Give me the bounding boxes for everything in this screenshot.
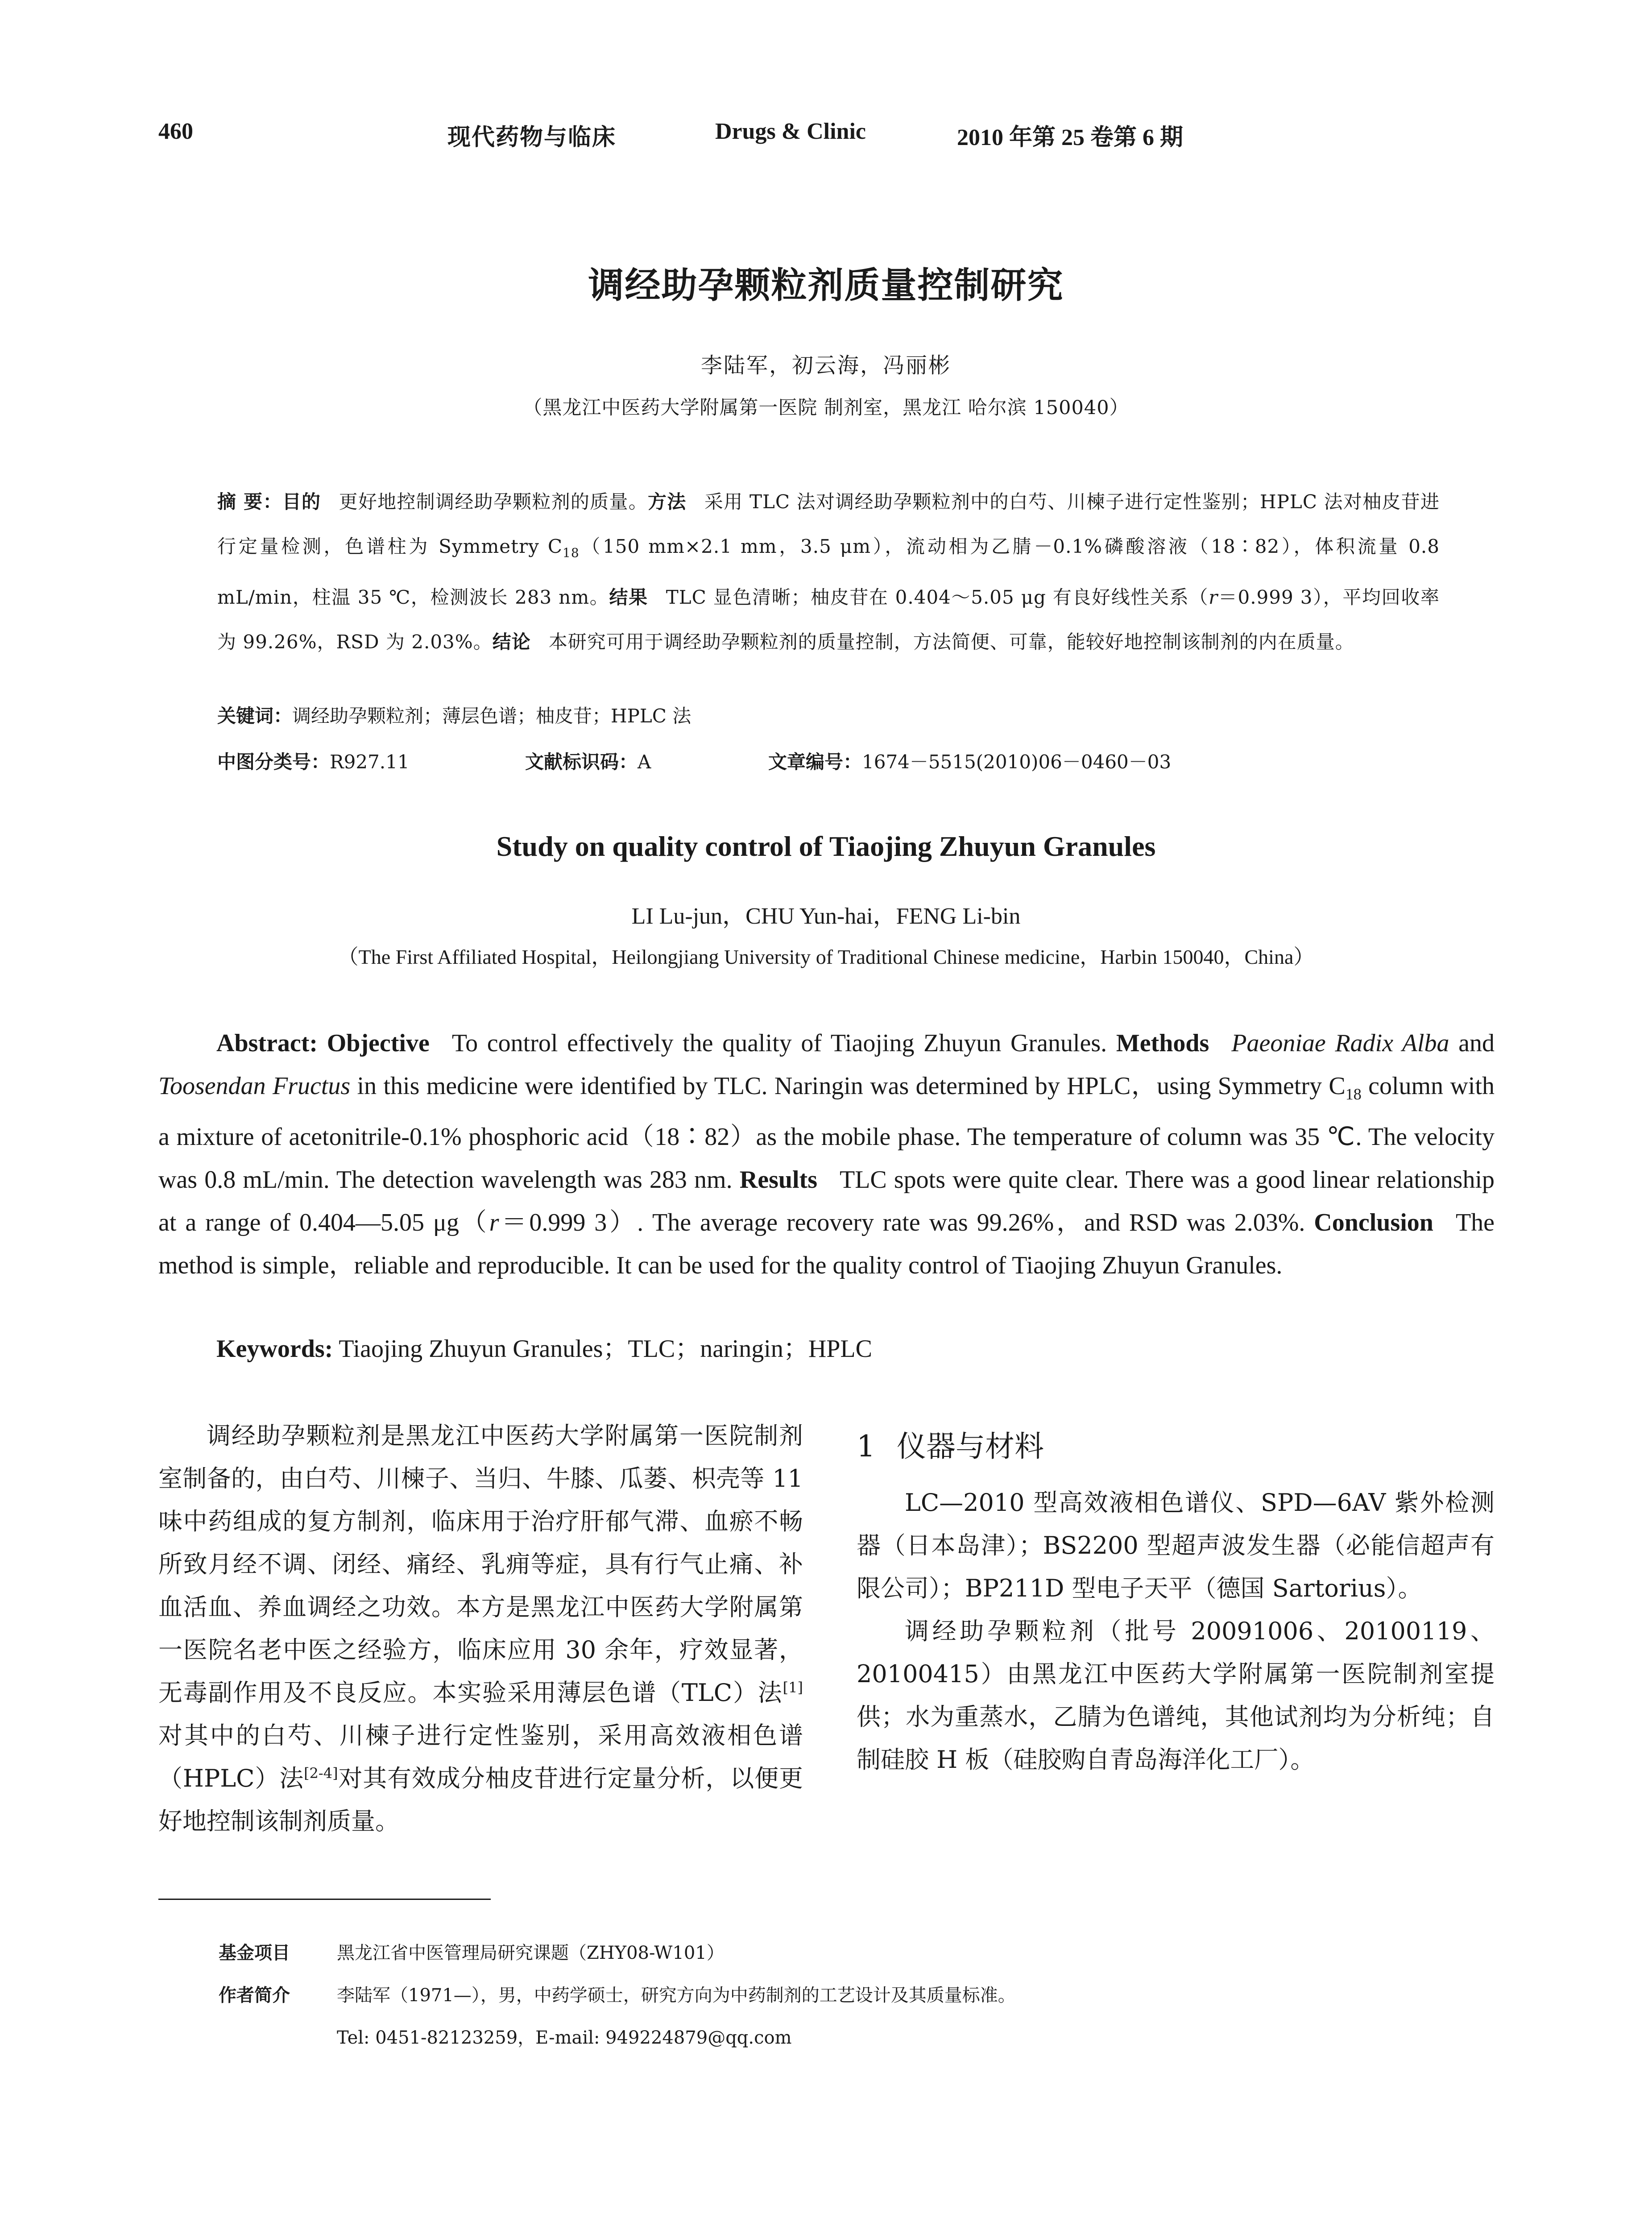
fund-label: 基金项目 bbox=[219, 1943, 290, 1963]
intro-text-1: 调经助孕颗粒剂是黑龙江中医药大学附属第一医院制剂室制备的，由白芍、川楝子、当归、牛膝、瓜蒌、枳壳等 11 味中药组成的复方制剂，临床用于治疗肝郁气滞、血瘀不畅所致月经不调、闭经、痛经、乳痈等症，具有行气止痛、补血活血、养血调经之功效。本方是黑龙江中医药大学附属第一医院名老中医之经验方，临床应用 30 余年，疗效显著，无毒副作用及不良反应。本实验采用薄层色谱（TLC）法 bbox=[158, 1422, 803, 1707]
methods-text-cn-1: 采用 TLC 法对调经助孕颗粒剂中的白芍、川楝子进行定性鉴别；HPLC 法对柚皮苷进行定量检测，色谱柱为 Symmetry C bbox=[217, 491, 1440, 557]
article-no-value: 1674－5515(2010)06－0460－03 bbox=[862, 751, 1172, 773]
objective-label-cn: 目的 bbox=[282, 491, 321, 513]
issue-info: 2010 年第 25 卷第 6 期 bbox=[957, 125, 1184, 150]
journal-name-cn: 现代药物与临床 bbox=[447, 125, 617, 150]
keywords-label-cn: 关键词： bbox=[217, 705, 293, 727]
abstract-en bbox=[158, 1022, 1495, 1287]
author-bio-label: 作者简介 bbox=[219, 1985, 290, 2006]
running-header bbox=[158, 118, 1474, 154]
keywords-label-en: Keywords: bbox=[216, 1335, 333, 1363]
materials-paragraph-1: LC—2010 型高效液相色谱仪、SPD—6AV 紫外检测器（日本岛津）；BS2200 型超声波发生器（必能信超声有限公司）；BP211D 型电子天平（德国 Sartorius）。 bbox=[857, 1489, 1495, 1602]
doc-code-label: 文献标识码： bbox=[525, 751, 638, 773]
clc-label: 中图分类号： bbox=[217, 751, 330, 773]
article-no-item bbox=[768, 749, 1171, 775]
body-right-column bbox=[857, 1414, 1495, 1781]
results-text-en-1: TLC spots were quite clear. There was a good linear relationship at a range of 0.404—5.05 μg（ bbox=[158, 1166, 1495, 1237]
authors-cn: 李陆军，初云海，冯丽彬 bbox=[700, 353, 951, 378]
fund-text: 黑龙江省中医管理局研究课题（ZHY08-W101） bbox=[337, 1943, 725, 1963]
affiliation-en: （The First Affiliated Hospital，Heilongjiang University of Traditional Chinese medicine，Harbin 150040，China） bbox=[338, 945, 1314, 968]
doc-code-value: A bbox=[638, 751, 651, 773]
methods-label-cn: 方法 bbox=[648, 491, 687, 513]
keywords-cn bbox=[217, 703, 1440, 730]
affiliation-cn: （黑龙江中医药大学附属第一医院 制剂室，黑龙江 哈尔滨 150040） bbox=[523, 397, 1129, 419]
methods-italic-en-1: Paeoniae Radix Alba bbox=[1231, 1029, 1449, 1057]
methods-italic-en-2: Toosendan Fructus bbox=[158, 1072, 351, 1100]
objective-text-en: To control effectively the quality of Tiaojing Zhuyun Granules. bbox=[451, 1029, 1107, 1057]
conclusion-label-cn: 结论 bbox=[492, 631, 531, 653]
footnote-author bbox=[219, 1974, 1495, 2017]
section-title: 仪器与材料 bbox=[897, 1429, 1044, 1464]
body-left-column bbox=[158, 1414, 803, 1843]
methods-subscript-en: 18 bbox=[1345, 1085, 1362, 1103]
methods-text-en-2: column with a mixture of acetonitrile-0.1% phosphoric acid（18∶82）as the mobile phase. The temperature of column was 35 ℃. The velocity was 0.8 mL/min. The detection wavelength was 283 nm. bbox=[158, 1072, 1495, 1194]
results-text-cn-2: ＝0.999 3），平均回收率为 99.26%，RSD 为 2.03%。 bbox=[217, 586, 1440, 653]
authors-en: LI Lu-jun，CHU Yun-hai，FENG Li-bin bbox=[631, 904, 1021, 929]
abstract-cn bbox=[217, 480, 1440, 664]
footnotes bbox=[219, 1932, 1495, 2059]
page-number: 460 bbox=[158, 119, 193, 144]
clc-item bbox=[217, 749, 410, 775]
intro-text-3: 对其有效成分柚皮苷进行定量分析，以便更好地控制该制剂质量。 bbox=[158, 1764, 803, 1835]
author-bio-text: 李陆军（1971—），男，中药学硕士，研究方向为中药制剂的工艺设计及其质量标准。 bbox=[337, 1985, 1016, 2006]
results-r-en: r bbox=[489, 1209, 499, 1237]
paper-title-cn: 调经助孕颗粒剂质量控制研究 bbox=[588, 265, 1064, 306]
paper-title-en: Study on quality control of Tiaojing Zhuyun Granules bbox=[496, 830, 1156, 862]
conclusion-text-cn: 本研究可用于调经助孕颗粒剂的质量控制，方法简便、可靠，能较好地控制该制剂的内在质量。 bbox=[548, 631, 1354, 653]
article-no-label: 文章编号： bbox=[768, 751, 862, 773]
citation-ref-2: [2-4] bbox=[304, 1765, 338, 1782]
classification-line bbox=[217, 749, 1440, 775]
clc-value: R927.11 bbox=[330, 751, 410, 773]
contact-text: Tel: 0451-82123259，E-mail: 949224879@qq.com bbox=[337, 2028, 792, 2048]
methods-label-en: Methods bbox=[1116, 1029, 1209, 1057]
methods-text-cn-2: （150 mm×2.1 mm，3.5 μm），流动相为乙腈－0.1%磷酸溶液（18∶82），体积流量 0.8 mL/min，柱温 35 ℃，检测波长 283 nm。 bbox=[217, 535, 1440, 609]
results-text-cn-1: TLC 显色清晰；柚皮苷在 0.404～5.05 μg 有良好线性关系（ bbox=[666, 586, 1209, 609]
abstract-label-en: Abstract: Objective bbox=[216, 1029, 430, 1057]
footnote-contact bbox=[219, 2017, 1495, 2059]
results-text-en-2: ＝0.999 3）. The average recovery rate was 99.26%，and RSD was 2.03%. bbox=[499, 1209, 1305, 1237]
footnote-fund bbox=[219, 1932, 1495, 1974]
conclusion-text-en: The method is simple，reliable and reproducible. It can be used for the quality control of Tiaojing Zhuyun Granules. bbox=[158, 1209, 1495, 1280]
keywords-text-en: Tiaojing Zhuyun Granules；TLC；naringin；HPLC bbox=[339, 1335, 872, 1363]
keywords-text-cn: 调经助孕颗粒剂；薄层色谱；柚皮苷；HPLC 法 bbox=[292, 705, 691, 727]
results-label-en: Results bbox=[739, 1166, 817, 1194]
results-label-cn: 结果 bbox=[609, 586, 648, 609]
methods-subscript-cn: 18 bbox=[563, 545, 580, 560]
conclusion-label-en: Conclusion bbox=[1314, 1209, 1433, 1237]
abstract-label-cn: 摘 要： bbox=[217, 491, 282, 513]
doc-code-item bbox=[525, 749, 651, 775]
footnote-divider bbox=[158, 1899, 491, 1900]
keywords-en bbox=[158, 1327, 1495, 1370]
methods-text-en-1: in this medicine were identified by TLC. Naringin was determined by HPLC，using Symmetry C bbox=[357, 1072, 1346, 1100]
citation-ref-1: [1] bbox=[783, 1679, 803, 1696]
objective-text-cn: 更好地控制调经助孕颗粒剂的质量。 bbox=[339, 491, 648, 513]
materials-paragraph-2: 调经助孕颗粒剂（批号 20091006、20100119、20100415）由黑龙江中医药大学附属第一医院制剂室提供；水为重蒸水，乙腈为色谱纯，其他试剂均为分析纯；自制硅胶 H 板（硅胶购自青岛海洋化工厂）。 bbox=[857, 1617, 1495, 1774]
intro-text-2: 对其中的白芍、川楝子进行定性鉴别，采用高效液相色谱（HPLC）法 bbox=[158, 1721, 803, 1792]
section-number: 1 bbox=[857, 1429, 875, 1464]
journal-name-en: Drugs & Clinic bbox=[715, 119, 866, 144]
methods-and-en: and bbox=[1458, 1029, 1495, 1057]
section-heading bbox=[857, 1424, 1495, 1469]
results-r-cn: r bbox=[1209, 586, 1218, 609]
